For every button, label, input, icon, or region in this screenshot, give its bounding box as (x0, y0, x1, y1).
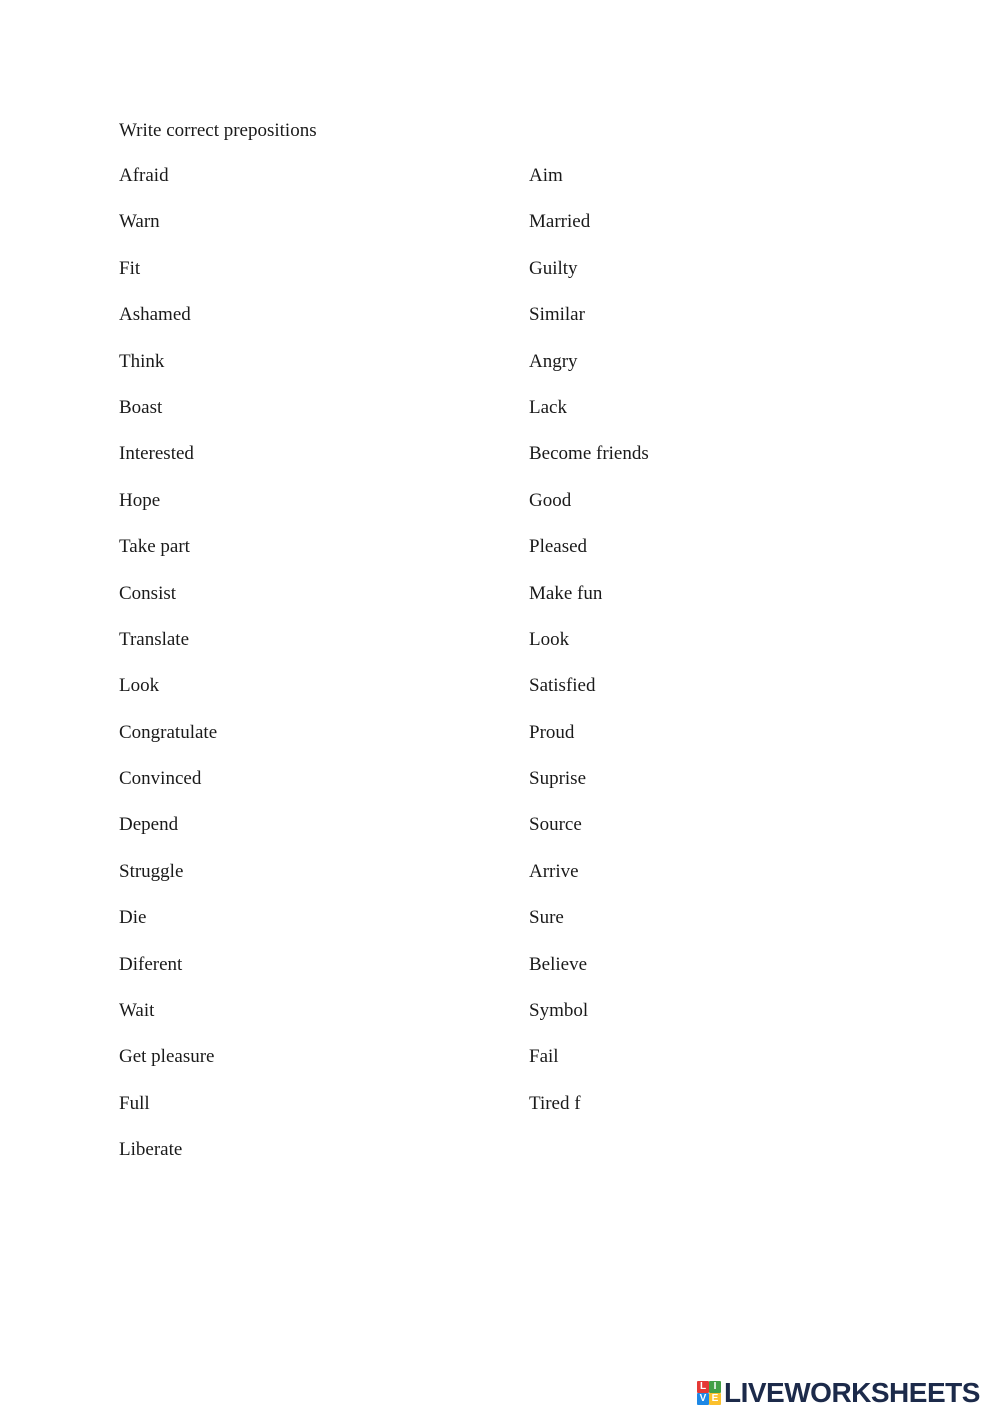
worksheet-title: Write correct prepositions (119, 120, 317, 141)
word-item: Take part (119, 536, 190, 558)
logo-mark-icon (697, 1381, 721, 1405)
word-item: Ashamed (119, 304, 191, 326)
word-item: Satisfied (529, 675, 596, 697)
word-item: Look (119, 675, 160, 697)
word-item: Lack (529, 396, 567, 418)
word-item: Get pleasure (119, 1046, 215, 1068)
word-item: Aim (529, 165, 563, 186)
word-item: Warn (119, 211, 160, 233)
word-item: Tired f (529, 1092, 581, 1114)
word-item: Interested (119, 443, 194, 465)
word-item: Struggle (119, 860, 184, 882)
word-item: Married (529, 211, 591, 233)
word-item: Translate (119, 628, 190, 650)
word-item: Hope (119, 489, 161, 511)
word-item: Fit (119, 257, 141, 279)
logo-text: LIVEWORKSHEETS (724, 1377, 980, 1408)
logo-mark-square: L (697, 1381, 709, 1393)
logo-mark-square: I (709, 1381, 721, 1393)
word-item: Liberate (119, 1139, 183, 1161)
word-item: Depend (119, 814, 179, 836)
word-item: Proud (529, 721, 575, 743)
word-item: Boast (119, 396, 163, 418)
word-item: Diferent (119, 953, 183, 975)
word-item: Congratulate (119, 721, 218, 743)
word-item: Good (529, 489, 572, 511)
word-item: Convinced (119, 768, 202, 790)
word-item: Full (119, 1092, 150, 1114)
word-item: Similar (529, 304, 585, 326)
word-item: Arrive (529, 860, 579, 882)
word-item: Pleased (529, 536, 588, 558)
word-item: Suprise (529, 768, 586, 790)
right-word-column (529, 163, 649, 1137)
word-item: Become friends (529, 443, 649, 465)
word-item: Guilty (529, 257, 578, 279)
word-item: Source (529, 814, 582, 836)
logo-mark-square: V (697, 1393, 709, 1405)
word-item: Look (529, 628, 570, 650)
word-item: Afraid (119, 165, 169, 186)
liveworksheets-logo (697, 1376, 980, 1410)
word-item: Symbol (529, 1000, 589, 1022)
word-item: Believe (529, 953, 588, 975)
word-item: Consist (119, 582, 177, 604)
word-item: Wait (119, 1000, 155, 1022)
word-item: Think (119, 350, 165, 372)
word-item: Sure (529, 907, 564, 929)
word-item: Angry (529, 350, 578, 372)
logo-mark-square: E (709, 1393, 721, 1405)
left-word-column (119, 163, 217, 1184)
word-item: Die (119, 907, 147, 929)
word-item: Make fun (529, 582, 603, 604)
word-item: Fail (529, 1046, 559, 1068)
